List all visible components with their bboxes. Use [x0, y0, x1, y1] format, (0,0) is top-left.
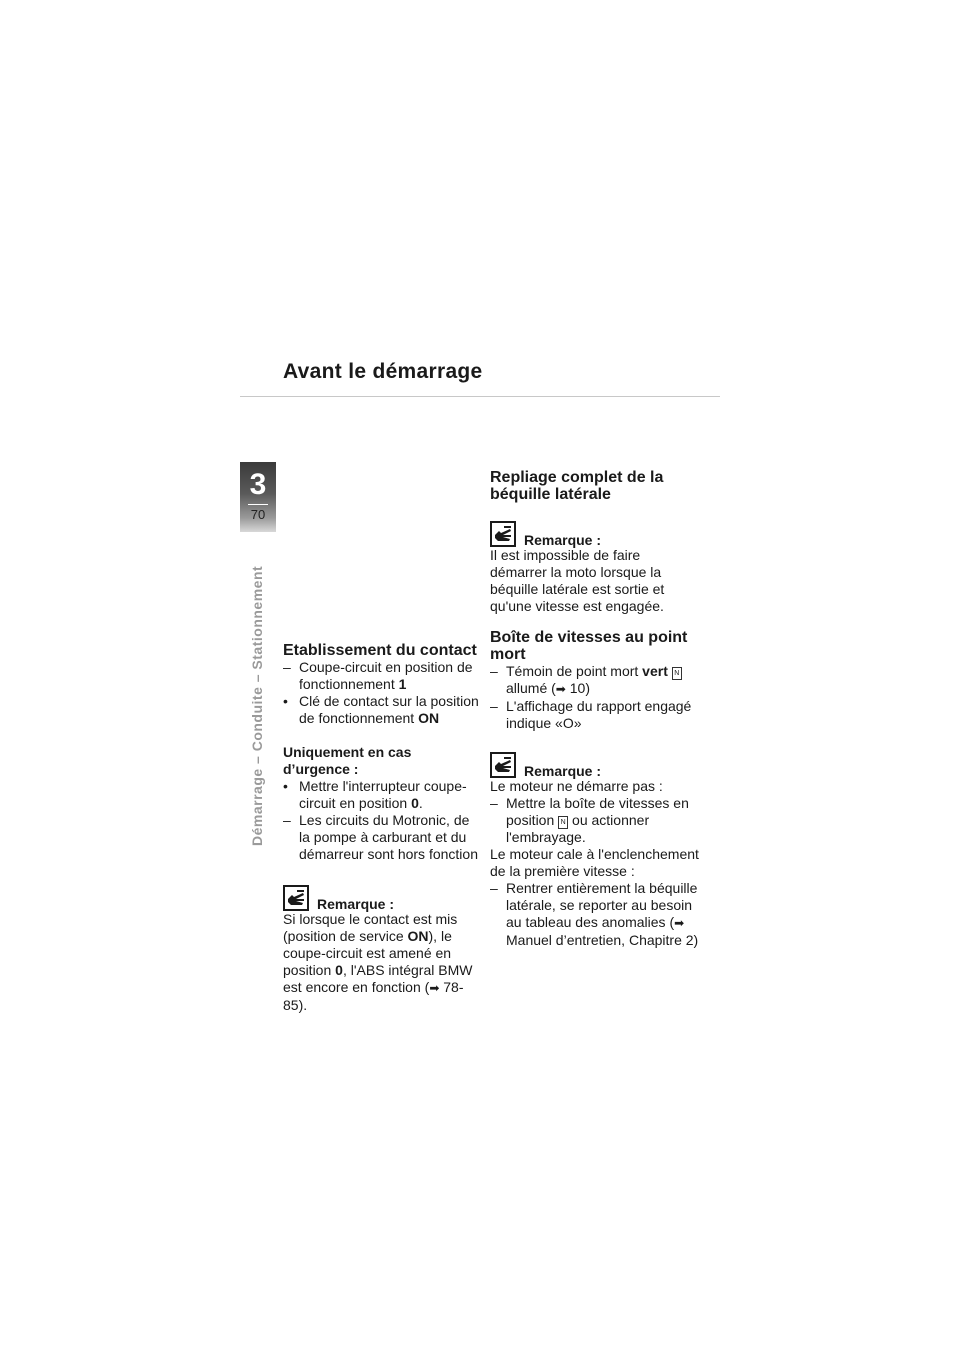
chapter-number: 3: [249, 468, 267, 501]
chapter-tab: [240, 462, 276, 532]
left-column: [283, 642, 483, 1014]
list-item: – Coupe-circuit en position de fonctionnement 1: [283, 659, 473, 692]
neutral-indicator-icon: N: [558, 816, 568, 829]
section-heading-kickstand: Repliage complet de la béquille latérale: [490, 469, 664, 503]
note-header: [490, 752, 700, 778]
note-text: Le moteur ne démarre pas :: [490, 778, 663, 794]
list-item: – Les circuits du Motronic, de la pompe à carburant et du démarreur sont hors fonction: [283, 812, 478, 862]
page-title: Avant le démarrage: [283, 360, 483, 383]
list-marker: –: [490, 663, 498, 679]
note-text: Si lorsque le contact est mis (position de service ON), le coupe-circuit est amené en position 0, l'ABS intégral BMW est encore en fonction (➡ 78-85).: [283, 911, 473, 1013]
title-divider: [240, 396, 720, 397]
neutral-indicator-icon: N: [672, 667, 682, 680]
note-label: Remarque :: [524, 763, 602, 779]
list-item: – Rentrer entièrement la béquille latérale, se reporter au besoin au tableau des anomalies (➡ Manuel d’entretien, Chapitre 2): [490, 880, 699, 948]
list-item: • Clé de contact sur la position de fonctionnement ON: [283, 693, 479, 726]
list-marker: –: [283, 812, 291, 828]
list-item: – Mettre la boîte de vitesses en position N ou actionner l'embrayage.: [490, 795, 689, 845]
note-hand-icon: [283, 885, 309, 911]
arrow-right-icon: ➡: [555, 682, 566, 696]
list-marker: •: [283, 693, 288, 709]
note-hand-icon: [490, 752, 516, 778]
list-marker: –: [490, 698, 498, 714]
list-item: – L'affichage du rapport engagé indique «O»: [490, 698, 692, 731]
page-number: 70: [250, 507, 266, 522]
list-marker: –: [490, 880, 498, 896]
note-header: [490, 521, 700, 547]
note-header: [283, 885, 483, 911]
section-heading-neutral: Boîte de vitesses au point mort: [490, 629, 688, 663]
section-heading-contact: Etablissement du contact: [283, 642, 477, 659]
note-text: Le moteur cale à l'enclenchement de la première vitesse :: [490, 846, 699, 879]
list-item: – Témoin de point mort vert N allumé (➡ 10): [490, 663, 700, 698]
list-item: • Mettre l'interrupteur coupe-circuit en position 0.: [283, 778, 467, 811]
arrow-right-icon: ➡: [429, 981, 440, 995]
note-hand-icon: [490, 521, 516, 547]
list-marker: –: [283, 659, 291, 675]
note-label: Remarque :: [524, 532, 602, 548]
right-column: [490, 469, 700, 949]
emergency-heading: Uniquement en cas d’urgence :: [283, 744, 412, 777]
side-chapter-label: Démarrage – Conduite – Stationnement: [249, 565, 265, 846]
arrow-right-icon: ➡: [674, 916, 685, 930]
note-label: Remarque :: [317, 896, 395, 912]
note-text: Il est impossible de faire démarrer la moto lorsque la béquille latérale est sortie et qu'une vitesse est engagée.: [490, 547, 665, 614]
chapter-divider: [248, 504, 268, 505]
list-marker: –: [490, 795, 498, 811]
list-marker: •: [283, 778, 288, 794]
